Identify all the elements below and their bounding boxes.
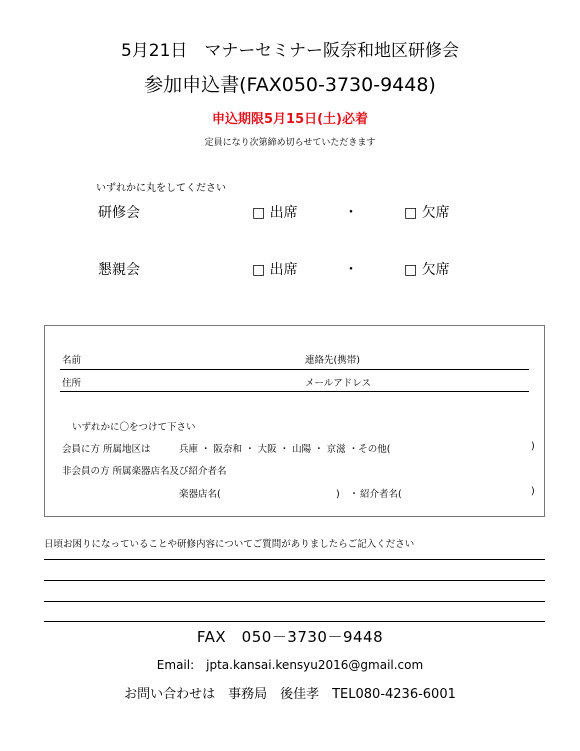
name-phone-line[interactable]: [60, 369, 529, 370]
title-line-1: 5月21日 マナーセミナー阪奈和地区研修会: [120, 41, 460, 61]
circle-instruction: いずれかに〇をつけて下さい: [72, 422, 196, 433]
party-attend-option[interactable]: □ 出席: [252, 262, 298, 278]
seminar-absent-option[interactable]: □ 欠席: [404, 205, 450, 221]
shop-name-label: 楽器店名(: [179, 489, 221, 500]
address-label: 住所: [62, 378, 82, 389]
seminar-attend-option[interactable]: □ 出席: [252, 205, 298, 221]
shop-name-close: ) ・: [336, 489, 359, 500]
member-district-close: ): [531, 441, 535, 452]
nonmember-line: 非会員の方 所属楽器店名及び紹介者名: [62, 466, 227, 477]
capacity-note: 定員になり次第締め切らせていただきます: [204, 138, 376, 148]
party-separator: ・: [344, 262, 358, 278]
contact-email: Email: jpta.kansai.kensyu2016@gmail.com: [156, 658, 424, 672]
deadline-text: 申込期限5月15日(土)必着: [211, 112, 369, 127]
seminar-separator: ・: [344, 205, 358, 221]
address-email-line[interactable]: [60, 391, 529, 392]
question-line-1[interactable]: [44, 559, 545, 560]
title-line-2: 参加申込書(FAX050-3730-9448): [144, 74, 436, 96]
email-label: メールアドレス: [305, 378, 372, 389]
event-name-party: 懇親会: [98, 262, 140, 278]
fax-number: FAX 050－3730－9448: [196, 628, 384, 646]
referrer-label: 紹介者名(: [360, 489, 402, 500]
questions-prompt: 日頃お困りになっていることや研修内容についてご質問がありましたらご記入ください: [44, 539, 415, 550]
referrer-close: ): [531, 486, 535, 497]
name-label: 名前: [62, 355, 82, 366]
question-line-2[interactable]: [44, 580, 545, 581]
question-line-4[interactable]: [44, 621, 545, 622]
phone-label: 連絡先(携帯): [305, 355, 360, 366]
party-absent-option[interactable]: □ 欠席: [404, 262, 450, 278]
question-line-3[interactable]: [44, 601, 545, 602]
contact-info: お問い合わせは 事務局 後佳孝 TEL080-4236-6001: [124, 687, 456, 702]
event-name-seminar: 研修会: [98, 205, 140, 221]
attendance-instruction: いずれかに丸をしてください: [96, 183, 226, 194]
member-district-line: 会員に方 所属地区は 兵庫 ・ 阪奈和 ・ 大阪 ・ 山陽 ・ 京滋 ・その他(: [62, 444, 391, 455]
